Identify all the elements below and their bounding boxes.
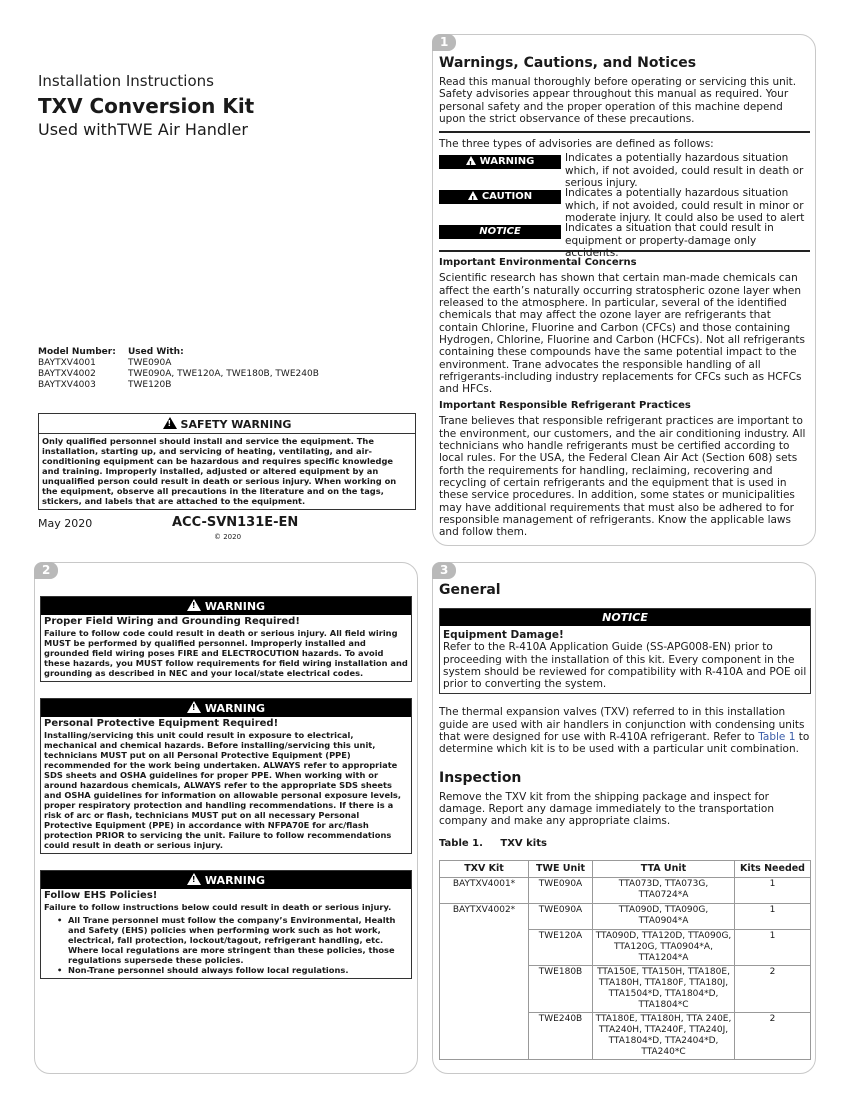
model-number: BAYTXV4001 — [38, 358, 96, 368]
table-row — [440, 1012, 811, 1059]
table-title: TXV kits — [500, 837, 547, 849]
copyright: © 2020 — [214, 533, 242, 541]
advisory-text: Indicates a potentially hazardous situation which, if not avoided, could result in minor or moderate injury. It could also be used to alert — [565, 187, 805, 225]
table-row — [440, 877, 811, 903]
kits-needed-cell: 2 — [735, 965, 811, 1012]
advisory-warning — [439, 152, 810, 190]
refrigerant-heading: Important Responsible Refrigerant Practices — [439, 400, 691, 412]
model-number: BAYTXV4003 — [38, 380, 96, 390]
page-tab-1: 1 — [432, 34, 456, 51]
used-with: TWE120B — [128, 380, 172, 390]
bullet-item: • Non-Trane personnel should always follow local regulations. — [44, 965, 408, 975]
kits-needed-cell: 1 — [735, 929, 811, 965]
safety-warning-title: SAFETY WARNING — [180, 418, 292, 431]
cover-subtitle: Used withTWE Air Handler — [38, 120, 248, 139]
notice-body — [440, 626, 810, 693]
table-label: Table 1. — [439, 837, 483, 849]
model-row — [38, 369, 319, 380]
used-with: TWE090A — [128, 358, 172, 368]
warning-box — [40, 870, 412, 979]
advisory-text: Indicates a situation that could result in equipment or property-damage only accidents. — [565, 222, 774, 260]
warning-text: Installing/servicing this unit could result in exposure to electrical, mechanical and chemical hazards. Before installing/servicing this unit, technicians MUST put on all Personal Protective Equipment (PPE) recommended for the work being undertaken. ALWAYS refer to appropriate SDS sheets and OSHA guidelines for proper PPE. When working with or around hazardous chemicals, ALWAYS refer to the appropriate SDS sheets and OSHA guidelines for information on allowable personal exposure levels, proper respiratory protection and handling recommendations. If there is a risk of arc or flash, technicians MUST put on all necessary Personal Protective Equipment (PPE) in accordance with NFPA70E for arc/flash protection PRIOR to servicing the unit. Failure to follow recommendations could result in death or serious injury. — [44, 730, 402, 850]
notice-text: Refer to the R-410A Application Guide (SS-APG008-EN) prior to proceeding with the installation of this kit. Every component in the system should be reviewed for compatibility with R-410A and POE oil prior to converting the system. — [443, 641, 807, 691]
table-caption — [439, 838, 811, 849]
warning-text: Failure to follow code could result in death or serious injury. All field wiring MUST be performed by qualified personnel. Improperly installed and grounded field wiring poses FIRE and ELECTROCUTION hazards. To avoid these hazards, you MUST follow requirements for field wiring installation and grounding as described in NEC and your local/state electrical codes. — [44, 628, 408, 678]
twe-unit-cell: TWE240B — [529, 1012, 593, 1059]
tta-unit-cell: TTA073D, TTA073G, TTA0724*A — [593, 877, 735, 903]
warning-triangle-icon — [163, 417, 177, 429]
warning-badge: !WARNING — [439, 155, 561, 169]
cover-title: TXV Conversion Kit — [38, 94, 255, 118]
inspection-heading: Inspection — [439, 769, 522, 786]
kits-needed-cell: 1 — [735, 877, 811, 903]
warning-body — [41, 889, 411, 978]
advisory-list — [439, 152, 810, 260]
notice-title: Equipment Damage! — [443, 629, 564, 641]
warning-box — [40, 596, 412, 682]
caution-badge: !CAUTION — [439, 190, 561, 204]
txv-kits-table — [439, 860, 811, 1060]
table-row — [440, 929, 811, 965]
cover-heading — [38, 72, 418, 139]
model-table — [38, 347, 319, 391]
warnings-intro: Read this manual thoroughly before operating or servicing this unit. Safety advisories appear throughout this manual as required. Your personal safety and the proper operation of this machine depend upon the strict observance of these precautions. — [439, 76, 797, 125]
txv-kit-cell — [440, 929, 529, 965]
caution-triangle-icon — [468, 191, 478, 200]
page-2-content — [40, 596, 412, 979]
warning-triangle-icon — [187, 873, 201, 885]
warning-header: !WARNING — [41, 699, 411, 717]
table-row — [440, 965, 811, 1012]
tta-unit-cell: TTA090D, TTA090G, TTA0904*A — [593, 903, 735, 929]
kits-needed-cell: 1 — [735, 903, 811, 929]
warning-triangle-icon — [187, 599, 201, 611]
warning-title: Personal Protective Equipment Required! — [44, 718, 279, 729]
table-1-link[interactable]: Table 1 — [758, 731, 796, 744]
col-tta-unit: TTA Unit — [593, 860, 735, 877]
general-heading: General — [439, 582, 501, 598]
tta-unit-cell: TTA150E, TTA150H, TTA180E, TTA180H, TTA180F, TTA180J, TTA1504*D, TTA1804*D, TTA1804*C — [593, 965, 735, 1012]
model-number-header: Model Number: — [38, 347, 116, 357]
warning-triangle-icon — [466, 156, 476, 165]
twe-unit-cell: TWE090A — [529, 877, 593, 903]
kits-needed-cell: 2 — [735, 1012, 811, 1059]
advisory-text: Indicates a potentially hazardous situation which, if not avoided, could result in death or serious injury. — [565, 152, 804, 190]
inspection-text: Remove the TXV kit from the shipping package and inspect for damage. Report any damage immediately to the transportation company and make any appropriate claims. — [439, 790, 774, 828]
warning-body — [41, 717, 411, 853]
col-kits-needed: Kits Needed — [735, 860, 811, 877]
safety-warning-header — [39, 414, 415, 433]
advisory-notice — [439, 222, 810, 260]
bullet-item: • All Trane personnel must follow the company’s Environmental, Health and Safety (EHS) policies when performing work such as hot work, electrical, fall protection, lockout/tagout, refrigerant handling, etc. Where local regulations are more stringent than these policies, those regulations supersede these policies. — [44, 915, 408, 965]
twe-unit-cell: TWE180B — [529, 965, 593, 1012]
warning-header: !WARNING — [41, 597, 411, 615]
warning-header: !WARNING — [41, 871, 411, 889]
table-header-row — [440, 860, 811, 877]
general-text: The thermal expansion valves (TXV) referred to in this installation guide are used with air handlers in conjunction with condensing units that were designed for use with R-410A refrigerant. Refer to Table 1 to determine which kit is to be used with a particular unit combination. — [439, 706, 810, 756]
page-tab-3: 3 — [432, 562, 456, 579]
twe-unit-cell: TWE090A — [529, 903, 593, 929]
table-row — [440, 903, 811, 929]
tta-unit-cell: TTA180E, TTA180H, TTA 240E, TTA240H, TTA240F, TTA240J, TTA1804*D, TTA2404*D, TTA240*C — [593, 1012, 735, 1059]
warning-text: Failure to follow instructions below could result in death or serious injury. — [44, 902, 392, 912]
cover-label: Installation Instructions — [38, 72, 214, 90]
notice-header: NOTICE — [440, 609, 810, 626]
notice-badge: NOTICE — [439, 225, 561, 239]
model-row — [38, 358, 319, 369]
refrigerant-text: Trane believes that responsible refrigerant practices are important to the environment, our customers, and the air conditioning industry. All technicians who handle refrigerants must be certified according to local rules. For the USA, the Federal Clean Air Act (Section 608) sets forth the requirements for handling, reclaiming, recovering and recycling of certain refrigerants and the equipment that is used in these service procedures. In addition, some states or municipalities may have additional requirements that must also be adhered to for responsible management of refrigerants. Know the applicable laws and follow them. — [439, 415, 806, 539]
page-1-content — [439, 55, 810, 538]
safety-warning-text: Only qualified personnel should install and service the equipment. The installation, starting up, and servicing of heating, ventilating, and air-conditioning equipment can be hazardous and requires specific knowledge and training. Improperly installed, adjusted or altered equipment by an unqualified person could result in death or serious injury. When working on the equipment, observe all precautions in the literature and on the tags, stickers, and labels that are attached to the equipment. — [39, 433, 415, 509]
page-tab-2: 2 — [34, 562, 58, 579]
tta-unit-cell: TTA090D, TTA120D, TTA090G, TTA120G, TTA0904*A, TTA1204*A — [593, 929, 735, 965]
used-with: TWE090A, TWE120A, TWE180B, TWE240B — [128, 369, 319, 379]
txv-kit-cell: BAYTXV4001* — [440, 877, 529, 903]
env-text: Scientific research has shown that certain man-made chemicals can affect the earth’s naturally occurring stratospheric ozone layer when released to the atmosphere. In particular, several of the identified chemicals that may affect the ozone layer are refrigerants that contain Chlorine, Fluorine and Carbon (CFCs) and those containing Hydrogen, Chlorine, Fluorine and Carbon (HCFCs). Not all refrigerants containing these compounds have the same potential impact to the environment. Trane advocates the responsible handling of all refrigerants-including industry replacements for CFCs such as HCFCs and HFCs. — [439, 272, 805, 396]
divider — [439, 131, 810, 133]
warnings-heading: Warnings, Cautions, and Notices — [439, 55, 697, 71]
col-twe-unit: TWE Unit — [529, 860, 593, 877]
safety-warning-box — [38, 413, 416, 510]
warning-triangle-icon — [187, 701, 201, 713]
model-number: BAYTXV4002 — [38, 369, 96, 379]
publication-date: May 2020 — [38, 517, 93, 530]
warning-title: Follow EHS Policies! — [44, 890, 158, 901]
advisories-intro: The three types of advisories are defined as follows: — [439, 138, 714, 151]
page-3-content — [439, 582, 811, 1060]
model-row — [38, 380, 319, 391]
warning-title: Proper Field Wiring and Grounding Required! — [44, 616, 300, 627]
used-with-header: Used With: — [128, 347, 184, 357]
notice-box — [439, 608, 811, 694]
col-txv-kit: TXV Kit — [440, 860, 529, 877]
env-heading: Important Environmental Concerns — [439, 257, 637, 269]
warning-body — [41, 615, 411, 681]
document-number: ACC-SVN131E-EN — [172, 515, 299, 530]
txv-kit-cell — [440, 1012, 529, 1059]
txv-kit-cell: BAYTXV4002* — [440, 903, 529, 929]
warning-bullets — [44, 915, 408, 975]
warning-box — [40, 698, 412, 854]
twe-unit-cell: TWE120A — [529, 929, 593, 965]
txv-kit-cell — [440, 965, 529, 1012]
advisory-caution — [439, 187, 810, 225]
